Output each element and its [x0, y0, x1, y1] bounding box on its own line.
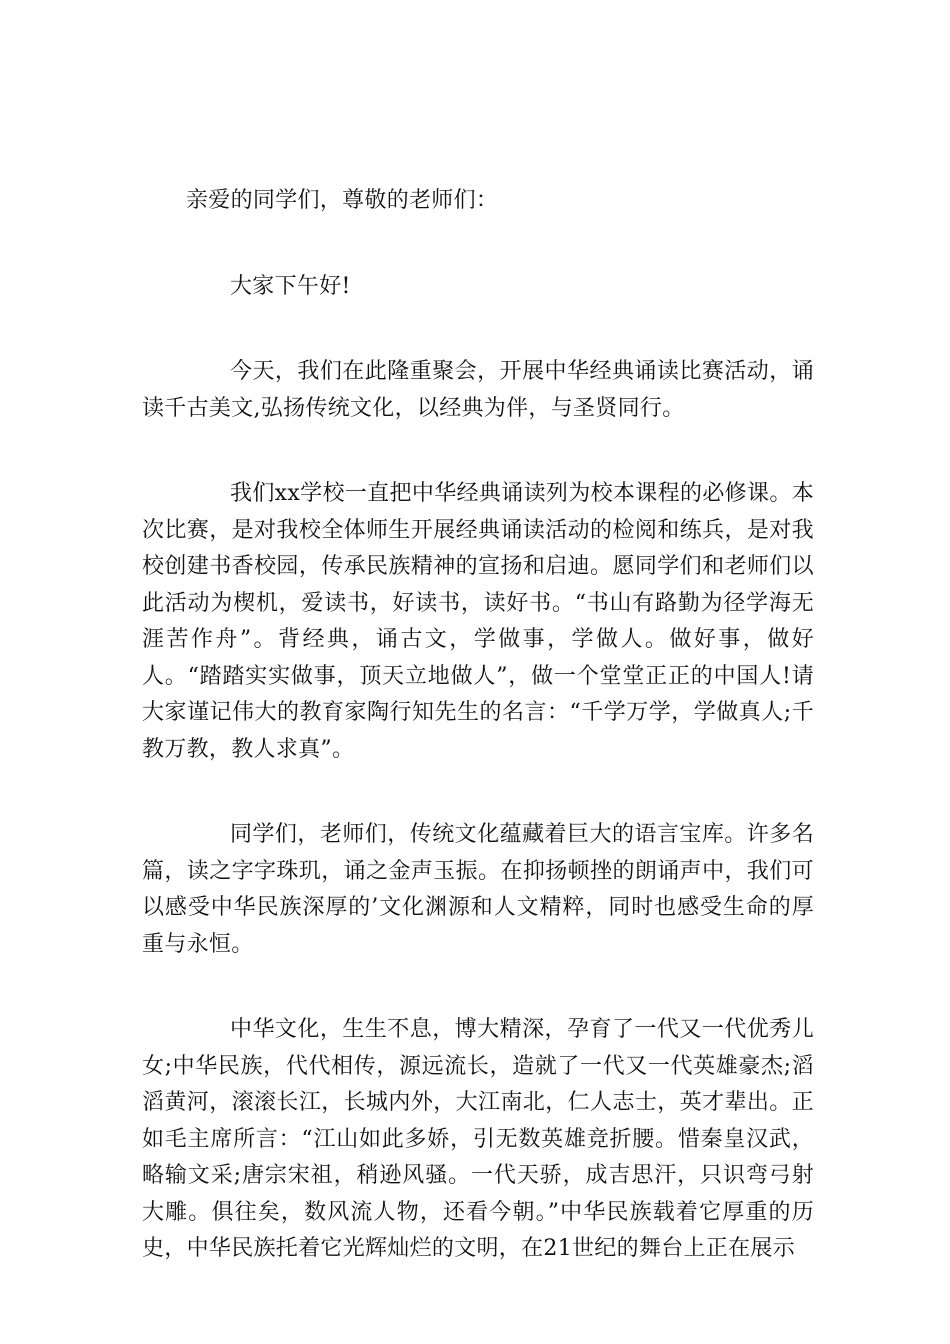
paragraph-intro: 今天，我们在此隆重聚会，开展中华经典诵读比赛活动，诵读千古美文,弘扬传统文化，以经典为伴，与圣贤同行。 — [142, 359, 814, 421]
salutation: 亲爱的同学们，尊敬的老师们： — [186, 188, 499, 213]
document-body — [142, 183, 814, 1317]
paragraph-culture: 同学们，老师们，传统文化蕴藏着巨大的语言宝库。许多名篇，读之字字珠玑，诵之金声玉振。在抑扬顿挫的朗诵声中，我们可以感受中华民族深厚的’文化渊源和人文精粹，同时也感受生命的厚重与永恒。 — [142, 822, 814, 957]
paragraph-school: 我们xx学校一直把中华经典诵读列为校本课程的必修课。本次比赛，是对我校全体师生开展经典诵读活动的检阅和练兵，是对我校创建书香校园，传承民族精神的宣扬和启迪。愿同学们和老师们以此活动为楔机，爱读书，好读书，读好书。“书山有路勤为径学海无涯苦作舟”。背经典，诵古文，学做事，学做人。做好事，做好人。“踏踏实实做事，顶天立地做人”，做一个堂堂正正的中国人!请大家谨记伟大的教育家陶行知先生的名言：“千学万学，学做真人;千教万教，教人求真”。 — [142, 481, 814, 762]
paragraph-greeting: 大家下午好! — [230, 273, 351, 299]
paragraph-heritage: 中华文化，生生不息，博大精深，孕育了一代又一代优秀儿女;中华民族，代代相传，源远流长，造就了一代又一代英雄豪杰;滔滔黄河，滚滚长江，长城内外，大江南北，仁人志士，英才辈出。正如毛主席所言：“江山如此多娇，引无数英雄竞折腰。惜秦皇汉武，略输文采;唐宗宋祖，稍逊风骚。一代天骄，成吉思汗，只识弯弓射大雕。俱往矣，数风流人物，还看今朝。”中华民族载着它厚重的历史，中华民族托着它光辉灿烂的文明，在21世纪的舞台上正在展示 — [142, 1017, 814, 1261]
